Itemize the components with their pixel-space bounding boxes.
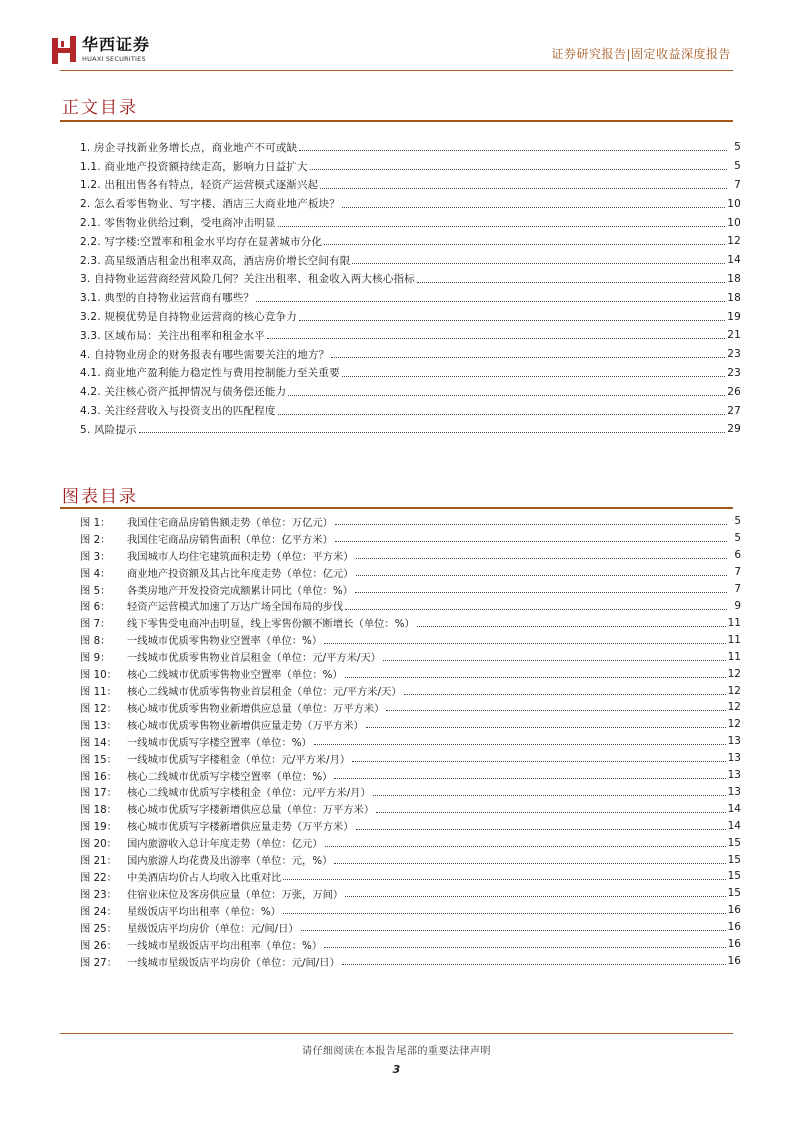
figure-entry[interactable]	[80, 767, 741, 784]
dot-leader	[404, 687, 726, 695]
figure-page: 5	[734, 515, 741, 528]
figure-entry[interactable]	[80, 699, 741, 716]
toc-entry-page: 7	[734, 178, 741, 191]
figure-caption: 星级饭店平均房价（单位：元/间/日）	[127, 922, 299, 935]
dot-leader	[356, 822, 726, 830]
dot-leader	[324, 636, 725, 644]
figure-caption: 一线城市星级饭店平均出租率（单位：%）	[127, 939, 323, 952]
figure-page: 14	[727, 802, 741, 815]
figures-list	[80, 513, 741, 969]
toc-entry-page: 18	[727, 291, 741, 304]
figure-entry[interactable]	[80, 800, 741, 817]
toc-entry-page: 19	[727, 310, 741, 323]
figure-entry[interactable]	[80, 733, 741, 750]
toc-entry-text: 1.2. 出租出售各有特点，轻资产运营模式逐渐兴起	[80, 179, 319, 192]
toc-title-rule	[60, 120, 733, 122]
figure-entry[interactable]	[80, 547, 741, 564]
figure-number: 图 4：	[80, 567, 111, 580]
figure-entry[interactable]	[80, 784, 741, 801]
figure-caption: 核心城市优质零售物业新增供应总量（单位：万平方米）	[127, 702, 385, 715]
toc-entry[interactable]	[80, 138, 741, 157]
dot-leader	[352, 754, 725, 762]
dot-leader	[386, 703, 725, 711]
toc-entry-page: 29	[727, 423, 741, 436]
figure-entry[interactable]	[80, 936, 741, 953]
figure-number: 图 12：	[80, 702, 117, 715]
figure-page: 13	[727, 735, 741, 748]
dot-leader	[334, 771, 725, 779]
figure-page: 12	[727, 701, 741, 714]
footer-divider	[60, 1033, 733, 1034]
dot-leader	[324, 237, 725, 245]
toc-entry-page: 23	[727, 348, 741, 361]
figure-caption: 住宿业床位及客房供应量（单位：万张，万间）	[127, 888, 344, 901]
toc-entry[interactable]	[80, 251, 741, 270]
toc-entry-text: 4.3. 关注经营收入与投资支出的匹配程度	[80, 405, 276, 418]
figure-page: 13	[727, 769, 741, 782]
dot-leader	[376, 805, 726, 813]
toc-entry-text: 3. 自持物业运营商经营风险几何？关注出租率、租金收入两大核心指标	[80, 273, 415, 286]
figure-number: 图 15：	[80, 753, 117, 766]
dot-leader	[324, 940, 725, 948]
figure-caption: 一线城市星级饭店平均房价（单位：元/间/日）	[127, 956, 340, 969]
figure-caption: 核心城市优质零售物业新增供应量走势（万平方米）	[127, 719, 364, 732]
figure-number: 图 18：	[80, 804, 117, 817]
report-type: 证券研究报告|固定收益深度报告	[551, 47, 731, 61]
figure-number: 图 26：	[80, 939, 117, 952]
figure-caption: 核心二线城市优质写字楼租金（单位：元/平方米/月）	[127, 787, 371, 800]
figure-number: 图 17：	[80, 787, 117, 800]
toc-entry[interactable]	[80, 420, 741, 439]
dot-leader	[373, 788, 726, 796]
dot-leader	[331, 350, 725, 358]
figure-number: 图 8：	[80, 635, 111, 648]
figure-number: 图 27：	[80, 956, 117, 969]
toc-entry-page: 5	[734, 141, 741, 154]
figure-number: 图 24：	[80, 905, 117, 918]
figure-number: 图 20：	[80, 838, 117, 851]
dot-leader	[320, 181, 727, 189]
figure-entry[interactable]	[80, 631, 741, 648]
dot-leader	[334, 856, 725, 864]
dot-leader	[342, 200, 725, 208]
figures-title: 图表目录	[62, 487, 138, 507]
toc-entry-text: 4.1. 商业地产盈利能力稳定性与费用控制能力至关重要	[80, 367, 340, 380]
toc-entry-text: 5. 风险提示	[80, 423, 137, 436]
figure-number: 图 3：	[80, 550, 111, 563]
toc-entry[interactable]	[80, 232, 741, 251]
dot-leader	[310, 162, 727, 170]
figure-caption: 中美酒店均价占人均收入比重对比	[127, 871, 282, 884]
toc-entry[interactable]	[80, 213, 741, 232]
figure-page: 11	[727, 650, 741, 663]
dot-leader	[256, 294, 725, 302]
figure-entry[interactable]	[80, 513, 741, 530]
toc-entry[interactable]	[80, 194, 741, 213]
toc-entry-text: 2.3. 高星级酒店租金出租率双高，酒店房价增长空间有限	[80, 254, 351, 267]
toc-entry-page: 10	[727, 197, 741, 210]
toc-entry[interactable]	[80, 270, 741, 289]
figure-page: 13	[727, 785, 741, 798]
dot-leader	[366, 720, 726, 728]
figure-entry[interactable]	[80, 953, 741, 970]
figure-number: 图 16：	[80, 770, 117, 783]
figure-caption: 一线城市优质写字楼租金（单位：元/平方米/月）	[127, 753, 351, 766]
toc-entry-page: 23	[727, 366, 741, 379]
figure-page: 11	[727, 616, 741, 629]
toc-entry-text: 4. 自持物业房企的财务报表有哪些需要关注的地方？	[80, 348, 330, 361]
figure-caption: 我国城市人均住宅建筑面积走势（单位：平方米）	[127, 550, 354, 563]
header-divider	[60, 70, 733, 71]
figure-caption: 核心二线城市优质零售物业首层租金（单位：元/平方米/天）	[127, 686, 402, 699]
figure-entry[interactable]	[80, 682, 741, 699]
figure-entry[interactable]	[80, 851, 741, 868]
figure-caption: 线下零售受电商冲击明显，线上零售份额不断增长（单位：%）	[127, 618, 415, 631]
figure-entry[interactable]	[80, 564, 741, 581]
dot-leader	[283, 872, 725, 880]
figure-number: 图 19：	[80, 821, 117, 834]
figure-page: 14	[727, 819, 741, 832]
figure-number: 图 14：	[80, 736, 117, 749]
dot-leader	[355, 585, 727, 593]
figure-entry[interactable]	[80, 614, 741, 631]
dot-leader	[267, 331, 725, 339]
figure-page: 12	[727, 667, 741, 680]
figure-page: 12	[727, 718, 741, 731]
figure-page: 15	[727, 853, 741, 866]
figure-entry[interactable]	[80, 530, 741, 547]
dot-leader	[356, 551, 727, 559]
brand	[82, 36, 150, 63]
figure-caption: 核心二线城市优质写字楼空置率（单位：%）	[127, 770, 333, 783]
figure-page: 6	[734, 549, 741, 562]
toc-entry-page: 21	[727, 329, 741, 342]
toc-entry[interactable]	[80, 401, 741, 420]
dot-leader	[314, 737, 726, 745]
figure-page: 16	[727, 955, 741, 968]
figure-number: 图 10：	[80, 669, 117, 682]
figure-number: 图 22：	[80, 871, 117, 884]
dot-leader	[352, 256, 725, 264]
toc-entry-text: 3.2. 规模优势是自持物业运营商的核心竞争力	[80, 311, 297, 324]
figure-caption: 各类房地产开发投资完成额累计同比（单位：%）	[127, 584, 354, 597]
dot-leader	[335, 534, 727, 542]
toc-entry[interactable]	[80, 176, 741, 195]
toc-entry[interactable]	[80, 326, 741, 345]
toc-entry-text: 3.1. 典型的自持物业运营商有哪些？	[80, 292, 255, 305]
figure-page: 13	[727, 752, 741, 765]
figure-number: 图 23：	[80, 888, 117, 901]
figure-entry[interactable]	[80, 665, 741, 682]
figure-entry[interactable]	[80, 598, 741, 615]
dot-leader	[325, 839, 726, 847]
figure-entry[interactable]	[80, 834, 741, 851]
dot-leader	[139, 425, 725, 433]
figure-entry[interactable]	[80, 919, 741, 936]
toc-entry-page: 5	[734, 160, 741, 173]
toc-entry-text: 4.2. 关注核心资产抵押情况与债务偿还能力	[80, 386, 287, 399]
toc-title: 正文目录	[62, 98, 138, 118]
brand-name-en: HUAXI SECURITIES	[82, 55, 146, 63]
dot-leader	[299, 143, 727, 151]
toc-entry[interactable]	[80, 382, 741, 401]
figure-number: 图 9：	[80, 652, 111, 665]
figure-number: 图 25：	[80, 922, 117, 935]
figure-page: 16	[727, 921, 741, 934]
dot-leader	[288, 388, 725, 396]
dot-leader	[417, 619, 726, 627]
dot-leader	[278, 219, 726, 227]
brand-name-cn: 华西证券	[82, 35, 151, 54]
figure-caption: 核心二线城市优质零售物业空置率（单位：%）	[127, 669, 343, 682]
toc-entry-text: 1.1. 商业地产投资额持续走高，影响力日益扩大	[80, 160, 308, 173]
toc-entry-text: 2. 怎么看零售物业、写字楼、酒店三大商业地产板块？	[80, 198, 341, 211]
figure-caption: 一线城市优质零售物业首层租金（单位：元/平方米/天）	[127, 652, 382, 665]
dot-leader	[345, 602, 727, 610]
toc-entry[interactable]	[80, 157, 741, 176]
toc-entry[interactable]	[80, 345, 741, 364]
figure-number: 图 21：	[80, 855, 117, 868]
dot-leader	[383, 653, 726, 661]
figure-caption: 核心城市优质写字楼新增供应总量（单位：万平方米）	[127, 804, 375, 817]
huaxi-logo-icon	[52, 36, 76, 64]
dot-leader	[356, 568, 727, 576]
figure-caption: 一线城市优质写字楼空置率（单位：%）	[127, 736, 312, 749]
figure-page: 16	[727, 904, 741, 917]
toc-entry-text: 3.3. 区域布局：关注出租率和租金水平	[80, 329, 265, 342]
figure-number: 图 1：	[80, 516, 111, 529]
figure-entry[interactable]	[80, 581, 741, 598]
figure-page: 16	[727, 938, 741, 951]
figure-page: 15	[727, 836, 741, 849]
figures-title-rule	[60, 507, 733, 509]
figure-caption: 商业地产投资额及其占比年度走势（单位：亿元）	[127, 567, 354, 580]
figure-page: 12	[727, 684, 741, 697]
toc-entry[interactable]	[80, 307, 741, 326]
figure-caption: 国内旅游人均花费及出游率（单位：元，%）	[127, 855, 333, 868]
dot-leader	[283, 906, 726, 914]
figure-caption: 我国住宅商品房销售额走势（单位：万亿元）	[127, 516, 333, 529]
figure-entry[interactable]	[80, 902, 741, 919]
toc-entry-text: 1. 房企寻找新业务增长点，商业地产不可或缺	[80, 141, 298, 154]
dot-leader	[342, 369, 725, 377]
page-number: 3	[392, 1063, 401, 1076]
dot-leader	[278, 407, 726, 415]
page-header	[0, 0, 793, 80]
figure-page: 15	[727, 887, 741, 900]
figure-caption: 一线城市优质零售物业空置率（单位：%）	[127, 635, 323, 648]
figure-caption: 星级饭店平均出租率（单位：%）	[127, 905, 281, 918]
figure-caption: 国内旅游收入总计年度走势（单位：亿元）	[127, 838, 323, 851]
figure-entry[interactable]	[80, 868, 741, 885]
toc-entry[interactable]	[80, 288, 741, 307]
figure-caption: 我国住宅商品房销售面积（单位：亿平方米）	[127, 533, 333, 546]
figure-number: 图 5：	[80, 584, 111, 597]
figure-number: 图 2：	[80, 533, 111, 546]
dot-leader	[299, 313, 725, 321]
figure-number: 图 11：	[80, 686, 117, 699]
toc-entry-page: 26	[727, 385, 741, 398]
toc-list	[80, 138, 741, 439]
toc-entry-page: 27	[727, 404, 741, 417]
figure-entry[interactable]	[80, 716, 741, 733]
figure-number: 图 6：	[80, 601, 111, 614]
figure-number: 图 7：	[80, 618, 111, 631]
figure-caption: 核心城市优质写字楼新增供应量走势（万平方米）	[127, 821, 354, 834]
legal-notice: 请仔细阅读在本报告尾部的重要法律声明	[302, 1046, 491, 1057]
figure-page: 15	[727, 870, 741, 883]
figure-entry[interactable]	[80, 648, 741, 665]
figure-page: 9	[734, 599, 741, 612]
toc-entry-page: 18	[727, 272, 741, 285]
figure-entry[interactable]	[80, 817, 741, 834]
dot-leader	[345, 670, 726, 678]
toc-entry-page: 12	[727, 235, 741, 248]
figure-page: 11	[727, 633, 741, 646]
toc-entry[interactable]	[80, 364, 741, 383]
figure-page: 5	[734, 532, 741, 545]
figure-caption: 轻资产运营模式加速了万达广场全国布局的步伐	[127, 601, 344, 614]
dot-leader	[342, 957, 726, 965]
figure-number: 图 13：	[80, 719, 117, 732]
dot-leader	[345, 889, 725, 897]
figure-entry[interactable]	[80, 885, 741, 902]
figure-page: 7	[734, 566, 741, 579]
figure-entry[interactable]	[80, 750, 741, 767]
dot-leader	[417, 275, 725, 283]
dot-leader	[301, 923, 726, 931]
toc-entry-text: 2.1. 零售物业供给过剩，受电商冲击明显	[80, 217, 276, 230]
dot-leader	[335, 517, 727, 525]
toc-entry-text: 2.2. 写字楼:空置率和租金水平均存在显著城市分化	[80, 235, 323, 248]
toc-entry-page: 10	[727, 216, 741, 229]
figure-page: 7	[734, 583, 741, 596]
toc-entry-page: 14	[727, 254, 741, 267]
